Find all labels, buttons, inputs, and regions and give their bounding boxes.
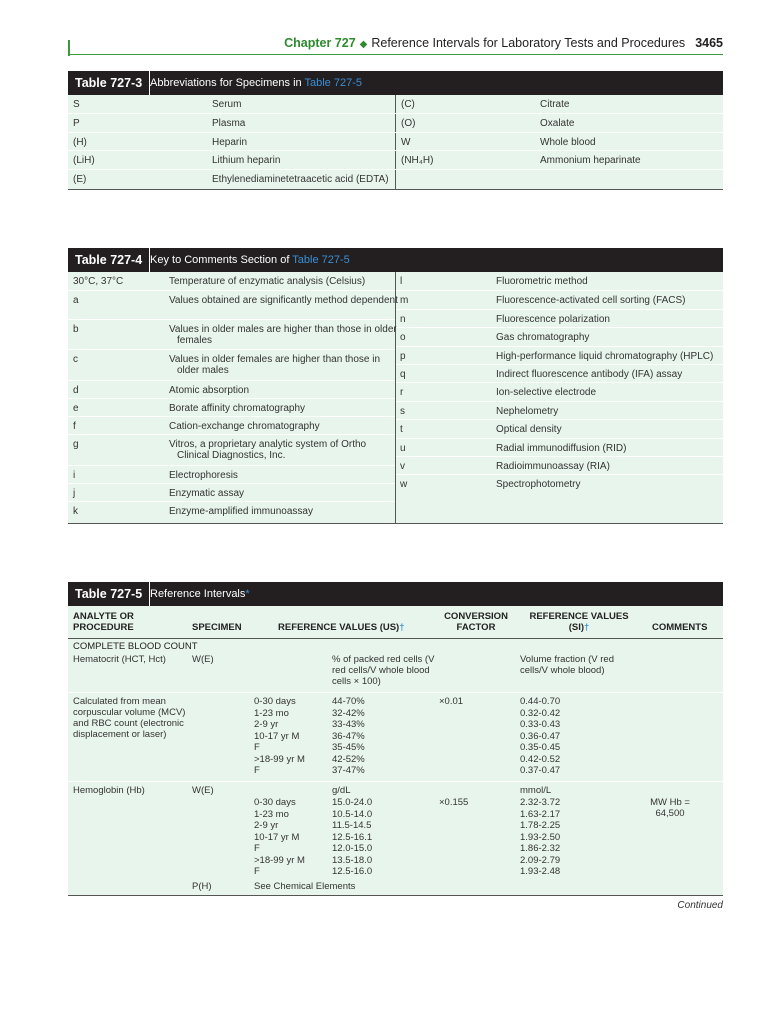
reference-value-si: 0.37-0.47 (520, 765, 561, 776)
table4-key: m (400, 295, 409, 307)
table4-description: Vitros, a proprietary analytic system of Ortho Clinical Diagnostics, Inc. (169, 439, 367, 461)
table3-row (68, 132, 723, 151)
row-separator (68, 692, 723, 693)
age-group: F (254, 742, 260, 753)
table3-abbreviation: (C) (401, 99, 415, 110)
hemoglobin-us-unit: g/dL (332, 785, 351, 796)
reference-value-si: 0.32-0.42 (520, 707, 561, 719)
reference-value-us: 32-42% (332, 707, 365, 719)
age-group: 10-17 yr M (254, 730, 300, 742)
table4-description: Nephelometry (496, 405, 559, 417)
reference-value-si: 1.63-2.17 (520, 808, 561, 820)
table4-description: Values in older females are higher than those in older males (169, 354, 381, 376)
running-header (68, 36, 723, 54)
table3-abbreviation: (H) (73, 136, 87, 148)
table3-caption-link[interactable]: Table 727-5 (304, 77, 362, 89)
table4-right-row (396, 364, 723, 383)
table4-key: a (73, 295, 79, 306)
table4-left-row (68, 380, 395, 399)
table3-abbreviation: (O) (401, 118, 416, 130)
reference-value-si: 1.93-2.50 (520, 831, 561, 843)
table3-abbreviation: P (73, 118, 80, 130)
table3-label: Table 727-3 (68, 71, 150, 95)
reference-value-us: 11.5-14.5 (332, 820, 372, 831)
table4-title-bar (68, 248, 723, 272)
table3-specimen-name: Heparin (212, 136, 248, 148)
table3-row (68, 95, 723, 113)
table4-left-row (68, 272, 395, 290)
hematocrit-us-unit: % of packed red cells (V red cells/V whole blood cells × 100) (332, 654, 435, 687)
hemoglobin-specimen-plasma: P(H) (192, 881, 212, 892)
reference-value-us: 12.5-16.1 (332, 831, 373, 843)
table4-right-row (396, 290, 723, 309)
hemoglobin-si-unit: mmol/L (520, 785, 552, 796)
section-heading: COMPLETE BLOOD COUNT (73, 641, 198, 652)
table3-abbreviation: (LiH) (73, 155, 95, 167)
table4-label: Table 727-4 (68, 248, 150, 272)
table4-right-row (396, 401, 723, 420)
table5-bottom-rule (68, 895, 723, 896)
age-group: F (254, 765, 260, 776)
age-group: 0-30 days (254, 696, 296, 707)
chapter-title: Reference Intervals for Laboratory Tests and Procedures (371, 36, 686, 50)
table3-abbreviation: (NH₄H) (401, 155, 434, 167)
row-separator (68, 781, 723, 782)
age-group: 2-9 yr (254, 719, 279, 730)
table4-left-row (68, 349, 395, 381)
table4-key: b (73, 324, 79, 335)
table4-description: Atomic absorption (169, 385, 250, 396)
hematocrit-specimen: W(E) (192, 654, 214, 665)
table3-specimen-name: Ethylenediaminetetraacetic acid (EDTA) (212, 173, 389, 185)
reference-value-us: 37-47% (332, 765, 365, 776)
age-group: 1-23 mo (254, 808, 289, 820)
table4-key: l (400, 276, 403, 287)
table4-key: s (400, 405, 405, 417)
reference-value-si: 1.93-2.48 (520, 866, 561, 877)
table4-key: u (400, 442, 406, 454)
table5-caption (150, 582, 250, 606)
table4-description: Optical density (496, 424, 562, 436)
ref-si-header-mark: † (584, 622, 590, 633)
table4-key: g (73, 439, 79, 450)
table3-specimen-name: Serum (212, 99, 242, 110)
table5-caption-mark: * (245, 588, 250, 600)
table4-key: v (400, 461, 405, 472)
age-group: 1-23 mo (254, 707, 289, 719)
table4-right-row (396, 309, 723, 328)
reference-value-us: 12.5-16.0 (332, 866, 373, 877)
header-text (284, 36, 723, 50)
hematocrit-analyte: Hematocrit (HCT, Hct) (73, 654, 166, 665)
page-number: 3465 (695, 36, 723, 50)
table4-right-row (396, 272, 723, 290)
table3-abbreviation: (E) (73, 173, 87, 185)
age-group: F (254, 866, 260, 877)
hematocrit-si-unit: Volume fraction (V red cells/V whole blood) (520, 654, 614, 676)
reference-value-us: 33-43% (332, 719, 365, 730)
mcv-analyte: Calculated from mean corpuscular volume (MCV) and RBC count (electronic displacement or laser) (73, 696, 186, 740)
table4-left-row (68, 416, 395, 435)
reference-value-us: 15.0-24.0 (332, 797, 373, 808)
table3-caption-text: Abbreviations for Specimens in (150, 77, 305, 89)
hemoglobin-si-list (520, 797, 560, 878)
reference-value-si: 0.35-0.45 (520, 742, 561, 753)
table4-description: Ion-selective electrode (496, 387, 597, 399)
table3-specimen-name: Lithium heparin (212, 155, 281, 167)
table3-abbreviation: W (401, 136, 411, 148)
table3-bottom-rule (68, 189, 723, 190)
age-group: 10-17 yr M (254, 831, 300, 843)
age-group: F (254, 843, 260, 854)
table4-left-row (68, 290, 398, 320)
table4-key: w (400, 479, 408, 491)
table3-specimen-name: Citrate (540, 99, 570, 110)
hemoglobin-comment: MW Hb = 64,500 (650, 797, 690, 819)
continued-note: Continued (677, 900, 723, 911)
table4-right-row (396, 346, 723, 365)
table4-left-row (68, 398, 395, 417)
col-ref-si-header (524, 611, 634, 633)
hemoglobin-age-list (254, 797, 305, 878)
mcv-us-list (332, 696, 365, 777)
table3-row (68, 169, 723, 188)
table4-description: Values in older males are higher than those in older females (169, 324, 397, 346)
table3-body (68, 95, 723, 189)
table4-right-row (396, 382, 723, 401)
reference-value-us: 35-45% (332, 742, 365, 753)
chapter-label: Chapter 727 (284, 36, 356, 50)
table4-left-row (68, 434, 395, 466)
table4-description: High-performance liquid chromatography (HPLC) (496, 350, 714, 362)
table4-left-row (68, 319, 395, 350)
table5-body (68, 639, 723, 895)
table5-label: Table 727-5 (68, 582, 150, 606)
table4-caption-link[interactable]: Table 727-5 (292, 254, 350, 266)
table4-description: Temperature of enzymatic analysis (Celsius) (169, 276, 366, 287)
table4-key: n (400, 313, 406, 325)
table3-row (68, 113, 723, 132)
table4-key: t (400, 424, 403, 436)
table4-left-row (68, 483, 395, 502)
table4-description: Fluorescence-activated cell sorting (FACS) (496, 295, 686, 307)
table4-caption-text: Key to Comments Section of (150, 254, 293, 266)
table3-specimen-name: Ammonium heparinate (540, 155, 641, 167)
table3-specimen-name: Whole blood (540, 136, 596, 148)
table5-title-bar (68, 582, 723, 606)
hemoglobin-us-list (332, 797, 372, 878)
table4-right-row (396, 438, 723, 457)
table4-left-row (68, 465, 395, 484)
table4-key: i (73, 470, 76, 481)
hemoglobin-analyte: Hemoglobin (Hb) (73, 785, 145, 796)
table4-left-row (68, 501, 395, 522)
table4-key: 30°C, 37°C (73, 276, 124, 287)
ref-us-header-mark: † (399, 622, 405, 633)
reference-value-si: 0.44-0.70 (520, 696, 561, 707)
reference-value-si: 1.78-2.25 (520, 820, 561, 831)
col-comments-header: COMMENTS (652, 622, 708, 633)
age-group: 2-9 yr (254, 820, 279, 831)
table4-right-row (396, 327, 723, 346)
table4-right-row (396, 474, 723, 493)
table5-header-row (68, 606, 723, 639)
table4-description: Radioimmunoassay (RIA) (496, 461, 610, 472)
hemoglobin-see-link[interactable]: See Chemical Elements (254, 881, 356, 892)
reference-value-si: 2.09-2.79 (520, 854, 561, 866)
table4-description: Gas chromatography (496, 332, 590, 344)
table3-specimen-name: Oxalate (540, 118, 575, 130)
table4-key: e (73, 403, 79, 414)
reference-value-us: 42-52% (332, 753, 365, 765)
table4-key: c (73, 354, 78, 365)
table3-abbreviation: S (73, 99, 80, 110)
age-group: >18-99 yr M (254, 753, 305, 765)
table4-description: Fluorescence polarization (496, 313, 610, 325)
table4-caption (150, 248, 350, 272)
reference-value-us: 13.5-18.0 (332, 854, 373, 866)
table3-row (68, 150, 723, 169)
table3-caption (150, 71, 362, 95)
reference-value-us: 10.5-14.0 (332, 808, 373, 820)
table4-description: Spectrophotometry (496, 479, 581, 491)
ref-si-header-text: REFERENCE VALUES (SI) (529, 611, 629, 633)
reference-value-us: 12.0-15.0 (332, 843, 373, 854)
table4-bottom-rule (68, 523, 723, 524)
table4-description: Values obtained are significantly method dependent (169, 295, 398, 306)
mcv-age-list (254, 696, 305, 777)
table4-description: Electrophoresis (169, 470, 238, 481)
table4-key: d (73, 385, 79, 396)
reference-value-si: 0.42-0.52 (520, 753, 561, 765)
age-group: 0-30 days (254, 797, 296, 808)
col-specimen-header: SPECIMEN (192, 622, 242, 633)
table4-right-row (396, 456, 723, 475)
table3-title-bar (68, 71, 723, 95)
table4-description: Radial immunodiffusion (RID) (496, 442, 627, 454)
hemoglobin-factor: ×0.155 (439, 797, 469, 808)
ref-us-header-text: REFERENCE VALUES (US) (278, 622, 400, 633)
table4-key: o (400, 332, 406, 344)
diamond-icon: ◆ (359, 39, 368, 50)
table4-key: q (400, 369, 406, 380)
mcv-factor: ×0.01 (439, 696, 464, 707)
table4-key: j (73, 488, 76, 499)
table4-body (68, 272, 723, 523)
table4-key: p (400, 350, 406, 362)
table4-right-row (396, 419, 723, 438)
table4-description: Enzymatic assay (169, 488, 245, 499)
reference-value-us: 44-70% (332, 696, 365, 707)
table4-description: Indirect fluorescence antibody (IFA) assay (496, 369, 683, 380)
table4-key: r (400, 387, 404, 399)
mcv-si-list (520, 696, 560, 777)
reference-value-us: 36-47% (332, 730, 365, 742)
reference-value-si: 2.32-3.72 (520, 797, 561, 808)
table4-description: Fluorometric method (496, 276, 588, 287)
col-analyte-header: ANALYTE OR PROCEDURE (73, 611, 134, 633)
table4-description: Cation-exchange chromatography (169, 421, 320, 432)
table4-key: f (73, 421, 76, 432)
hemoglobin-specimen: W(E) (192, 785, 214, 796)
table5-caption-text: Reference Intervals (150, 588, 246, 600)
col-ref-us-header (278, 622, 405, 633)
table3-specimen-name: Plasma (212, 118, 246, 130)
reference-value-si: 0.36-0.47 (520, 730, 561, 742)
age-group: >18-99 yr M (254, 854, 305, 866)
col-conversion-header: CONVERSION FACTOR (444, 611, 508, 633)
reference-value-si: 0.33-0.43 (520, 719, 561, 730)
reference-value-si: 1.86-2.32 (520, 843, 561, 854)
table4-description: Enzyme-amplified immunoassay (169, 506, 313, 517)
header-rule (68, 54, 723, 55)
table4-key: k (73, 506, 78, 517)
table4-description: Borate affinity chromatography (169, 403, 306, 414)
